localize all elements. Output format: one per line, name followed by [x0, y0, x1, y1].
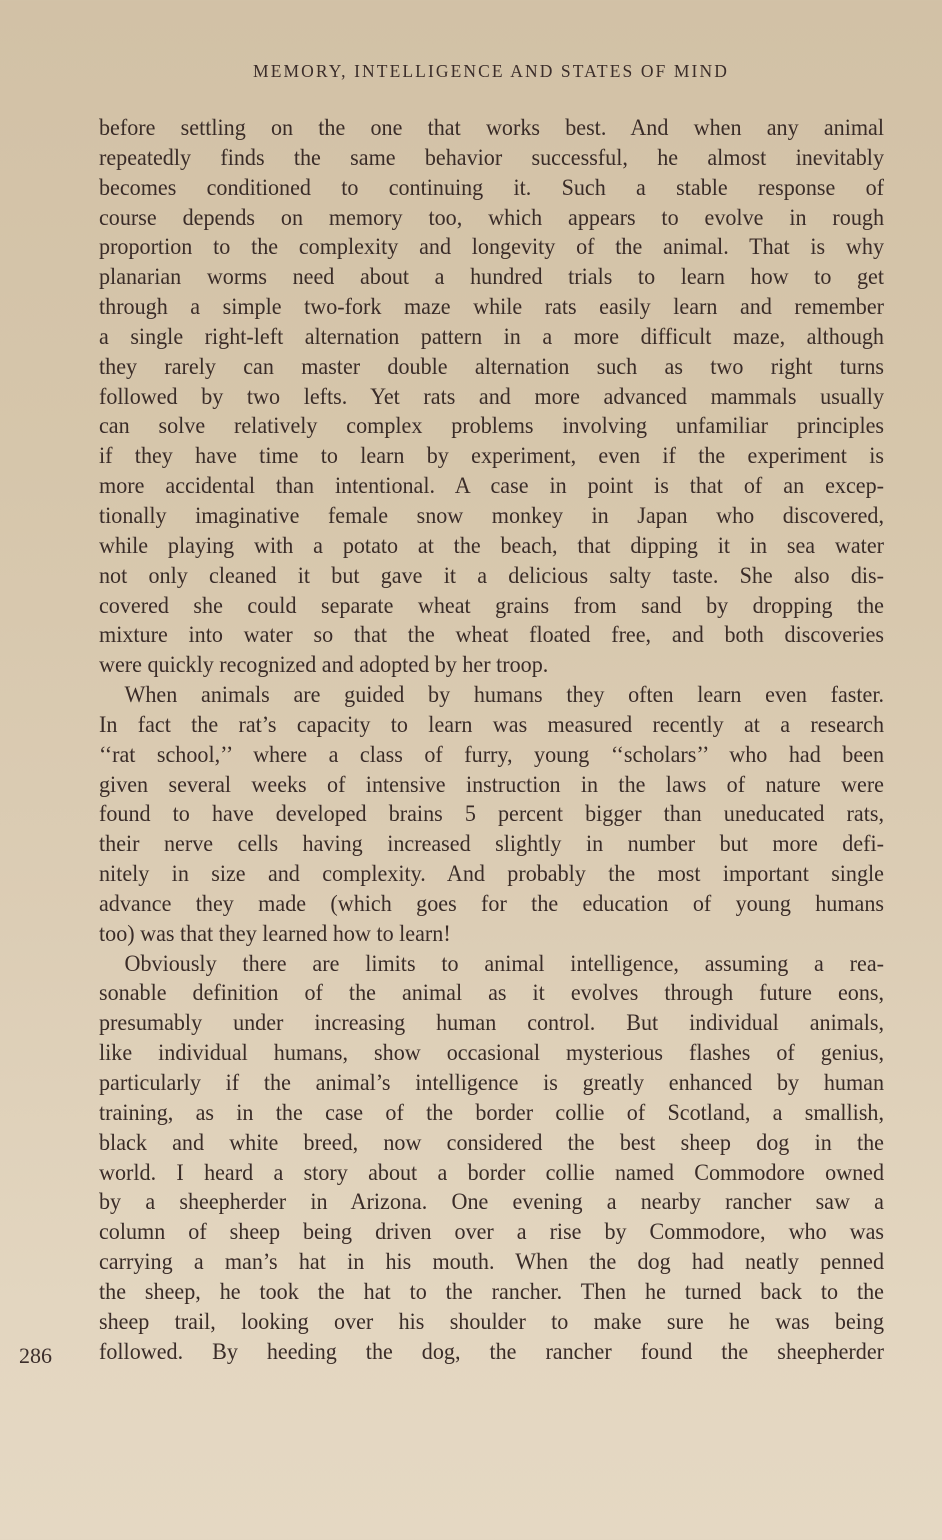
body-text — [99, 114, 884, 1367]
text-line: planarian worms need about a hundred trials to learn how to get — [99, 264, 884, 291]
text-line: while playing with a potato at the beach, that dipping it in sea water — [99, 532, 884, 559]
text-line: course depends on memory too, which appears to evolve in rough — [99, 204, 884, 231]
text-line: their nerve cells having increased slightly in number but more defi- — [99, 831, 884, 858]
text-line: covered she could separate wheat grains from sand by dropping the — [99, 592, 884, 619]
page-number: 286 — [19, 1343, 52, 1368]
text-line: mixture into water so that the wheat floated free, and both discoveries — [99, 622, 884, 649]
text-line: column of sheep being driven over a rise by Commodore, who was — [99, 1219, 884, 1246]
text-line: Obviously there are limits to animal intelligence, assuming a rea- — [124, 950, 884, 977]
text-line: were quickly recognized and adopted by her troop. — [99, 652, 549, 679]
text-line: they rarely can master double alternation such as two right turns — [99, 353, 884, 380]
text-line: becomes conditioned to continuing it. Such a stable response of — [99, 174, 884, 201]
text-line: proportion to the complexity and longevity of the animal. That is why — [99, 234, 884, 261]
text-line: by a sheepherder in Arizona. One evening a nearby rancher saw a — [99, 1189, 884, 1216]
text-line: ‘‘rat school,’’ where a class of furry, young ‘‘scholars’’ who had been — [99, 741, 884, 768]
text-line: tionally imaginative female snow monkey in Japan who discovered, — [99, 502, 884, 529]
text-line: presumably under increasing human control. But individual animals, — [99, 1010, 884, 1037]
text-line: found to have developed brains 5 percent bigger than uneducated rats, — [99, 801, 884, 828]
text-line: world. I heard a story about a border collie named Commodore owned — [99, 1159, 884, 1186]
text-line: given several weeks of intensive instruction in the laws of nature were — [99, 771, 884, 798]
text-line: more accidental than intentional. A case in point is that of an excep- — [99, 473, 884, 500]
text-line: In fact the rat’s capacity to learn was measured recently at a research — [99, 711, 884, 738]
text-line: When animals are guided by humans they often learn even faster. — [124, 682, 884, 709]
text-line: training, as in the case of the border collie of Scotland, a smallish, — [99, 1099, 884, 1126]
text-line: can solve relatively complex problems involving unfamiliar principles — [99, 413, 884, 440]
text-line: the sheep, he took the hat to the rancher. Then he turned back to the — [99, 1278, 884, 1305]
running-head: MEMORY, INTELLIGENCE AND STATES OF MIND — [253, 61, 729, 81]
text-line: before settling on the one that works best. And when any animal — [99, 115, 884, 141]
text-line: nitely in size and complexity. And probably the most important single — [99, 861, 884, 888]
text-line: followed. By heeding the dog, the rancher found the sheepherder — [99, 1338, 884, 1365]
text-line: sonable definition of the animal as it evolves through future eons, — [99, 980, 884, 1007]
text-line: carrying a man’s hat in his mouth. When the dog had neatly penned — [99, 1249, 884, 1276]
text-line: advance they made (which goes for the education of young humans — [99, 890, 884, 917]
text-line: followed by two lefts. Yet rats and more advanced mammals usually — [99, 383, 884, 410]
text-line: not only cleaned it but gave it a delicious salty taste. She also dis- — [99, 562, 884, 589]
text-line: repeatedly finds the same behavior successful, he almost inevitably — [99, 144, 884, 171]
text-line: if they have time to learn by experiment, even if the experiment is — [99, 443, 884, 470]
text-line: a single right-left alternation pattern in a more difficult maze, although — [99, 323, 884, 350]
text-line: particularly if the animal’s intelligence is greatly enhanced by human — [99, 1070, 884, 1096]
text-line: like individual humans, show occasional mysterious flashes of genius, — [99, 1040, 884, 1067]
text-line: too) was that they learned how to learn! — [99, 920, 451, 947]
text-line: sheep trail, looking over his shoulder to make sure he was being — [99, 1308, 884, 1335]
text-line: through a simple two-fork maze while rats easily learn and remember — [99, 294, 884, 321]
text-line: black and white breed, now considered the best sheep dog in the — [99, 1129, 884, 1156]
